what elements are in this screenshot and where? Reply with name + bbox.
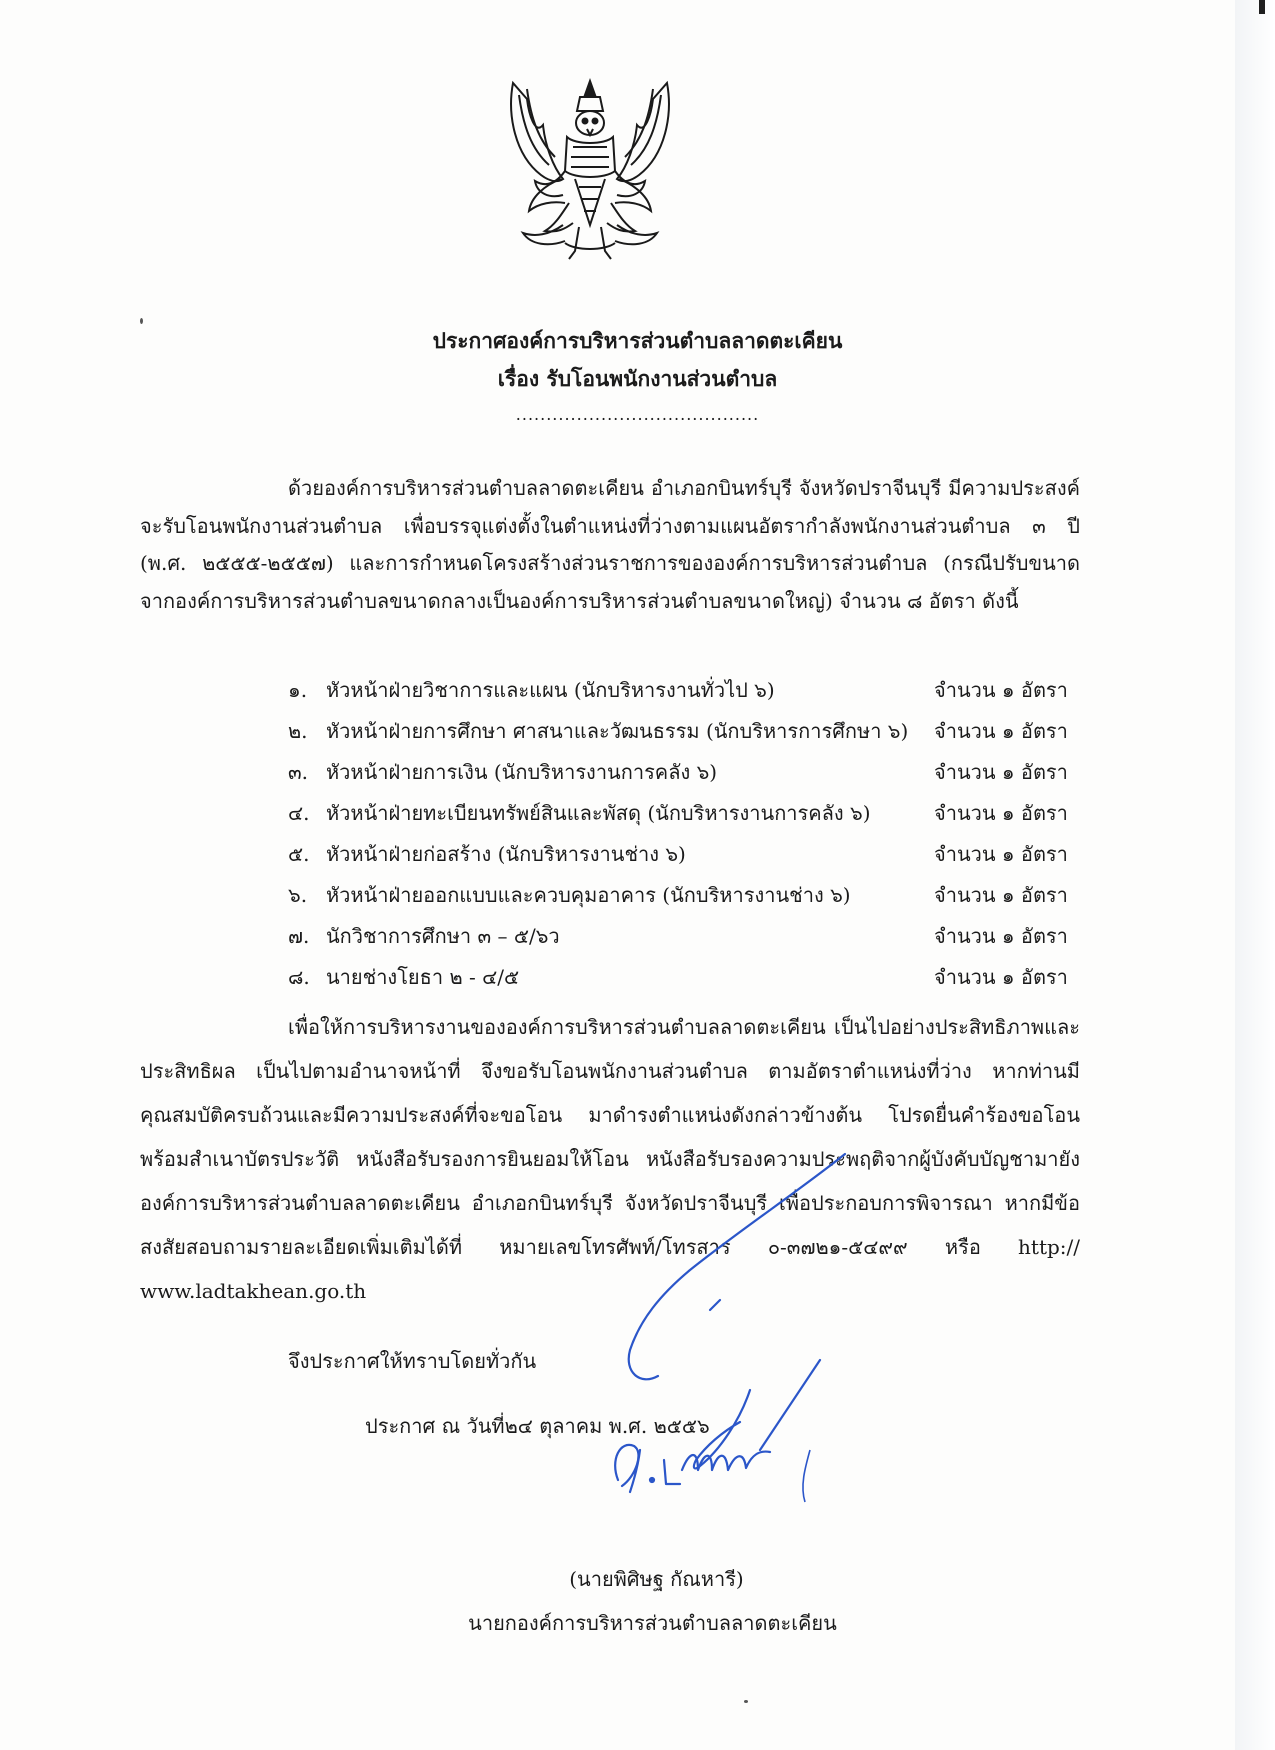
scan-speck [744, 1700, 748, 1703]
item-number: ๒. [288, 719, 308, 743]
item-amount: จำนวน ๑ อัตรา [934, 842, 1068, 866]
item-position: นักวิชาการศึกษา ๓ – ๕/๖ว [326, 924, 560, 948]
item-position: หัวหน้าฝ่ายการศึกษา ศาสนาและวัฒนธรรม (นักบริหารการศึกษา ๖) [326, 719, 909, 743]
announcement-date: ประกาศ ณ วันที่๒๔ ตุลาคม พ.ศ. ๒๕๕๖ [365, 1414, 710, 1438]
closing-line: จึงประกาศให้ทราบโดยทั่วกัน [288, 1349, 537, 1373]
item-amount: จำนวน ๑ อัตรา [934, 719, 1068, 743]
item-number: ๔. [288, 801, 310, 825]
signer-title: นายกองค์การบริหารส่วนตำบลลาดตะเคียน [468, 1611, 837, 1635]
scan-edge [1235, 0, 1275, 1750]
item-position: หัวหน้าฝ่ายวิชาการและแผน (นักบริหารงานทั่วไป ๖) [326, 678, 775, 702]
intro-paragraph: ด้วยองค์การบริหารส่วนตำบลลาดตะเคียน อำเภอกบินทร์บุรี จังหวัดปราจีนบุรี มีความประสงค์จะรับโอนพนักงานส่วนตำบล เพื่อบรรจุแต่งตั้งในตำแหน่งที่ว่างตามแผนอัตรากำลังพนักงานส่วนตำบล ๓ ปี (พ.ศ. ๒๕๕๕-๒๕๕๗) และการกำหนดโครงสร้างส่วนราชการขององค์การบริหารส่วนตำบล (กรณีปรับขนาดจากองค์การบริหารส่วนตำบลขนาดกลางเป็นองค์การบริหารส่วนตำบลขนาดใหญ่) จำนวน ๘ อัตรา ดังนี้ [140, 476, 1080, 613]
item-amount: จำนวน ๑ อัตรา [934, 801, 1068, 825]
item-position: หัวหน้าฝ่ายออกแบบและควบคุมอาคาร (นักบริหารงานช่าง ๖) [326, 883, 851, 907]
item-position: หัวหน้าฝ่ายก่อสร้าง (นักบริหารงานช่าง ๖) [326, 842, 686, 866]
item-amount: จำนวน ๑ อัตรา [934, 965, 1068, 989]
handwritten-signature-icon [600, 1150, 860, 1520]
item-amount: จำนวน ๑ อัตรา [934, 883, 1068, 907]
list-item [288, 875, 1088, 916]
list-item [288, 834, 1088, 875]
announcement-subject: เรื่อง รับโอนพนักงานส่วนตำบล [497, 367, 778, 391]
item-number: ๓. [288, 760, 309, 784]
garuda-emblem-icon [505, 75, 675, 265]
list-item [288, 957, 1088, 998]
item-number: ๑. [288, 678, 308, 702]
item-position: นายช่างโยธา ๒ - ๔/๕ [326, 965, 520, 989]
details-paragraph: เพื่อให้การบริหารงานขององค์การบริหารส่วนตำบลลาดตะเคียน เป็นไปอย่างประสิทธิภาพและประสิทธิผล เป็นไปตามอำนาจหน้าที่ จึงขอรับโอนพนักงานส่วนตำบล ตามอัตราตำแหน่งที่ว่าง หากท่านมีคุณสมบัติครบถ้วนและมีความประสงค์ที่จะขอโอน มาดำรงตำแหน่งดังกล่าวข้างต้น โปรดยื่นคำร้องขอโอนพร้อมสำเนาบัตรประวัติ หนังสือรับรองการยินยอมให้โอน หนังสือรับรองความประพฤติจากผู้บังคับบัญชามายังองค์การบริหารส่วนตำบลลาดตะเคียน อำเภอกบินทร์บุรี จังหวัดปราจีนบุรี เพื่อประกอบการพิจารณา หากมีข้อสงสัยสอบถามรายละเอียดเพิ่มเติมได้ที่ หมายเลขโทรศัพท์/โทรสาร ๐-๓๗๒๑-๕๔๙๙ หรือ http:// www.ladtakhean.go.th [140, 1015, 1080, 1303]
item-number: ๗. [288, 924, 310, 948]
list-item [288, 752, 1088, 793]
signer-name: (นายพิศิษฐ กัณหารี) [569, 1567, 744, 1591]
list-item [288, 793, 1088, 834]
list-item [288, 916, 1088, 957]
item-amount: จำนวน ๑ อัตรา [934, 678, 1068, 702]
announcement-title: ประกาศองค์การบริหารส่วนตำบลลาดตะเคียน [432, 329, 843, 353]
item-position: หัวหน้าฝ่ายการเงิน (นักบริหารงานการคลัง ๖) [326, 760, 718, 784]
item-amount: จำนวน ๑ อัตรา [934, 924, 1068, 948]
scan-speck [140, 318, 143, 324]
item-amount: จำนวน ๑ อัตรา [934, 760, 1068, 784]
item-number: ๖. [288, 883, 308, 907]
list-item [288, 670, 1088, 711]
position-list [288, 670, 1088, 998]
item-number: ๕. [288, 842, 310, 866]
list-item [288, 711, 1088, 752]
item-number: ๘. [288, 965, 310, 989]
title-dotted-rule: ........................................ [515, 405, 760, 424]
item-position: หัวหน้าฝ่ายทะเบียนทรัพย์สินและพัสดุ (นักบริหารงานการคลัง ๖) [326, 801, 871, 825]
scan-edge-mark [1259, 0, 1265, 14]
